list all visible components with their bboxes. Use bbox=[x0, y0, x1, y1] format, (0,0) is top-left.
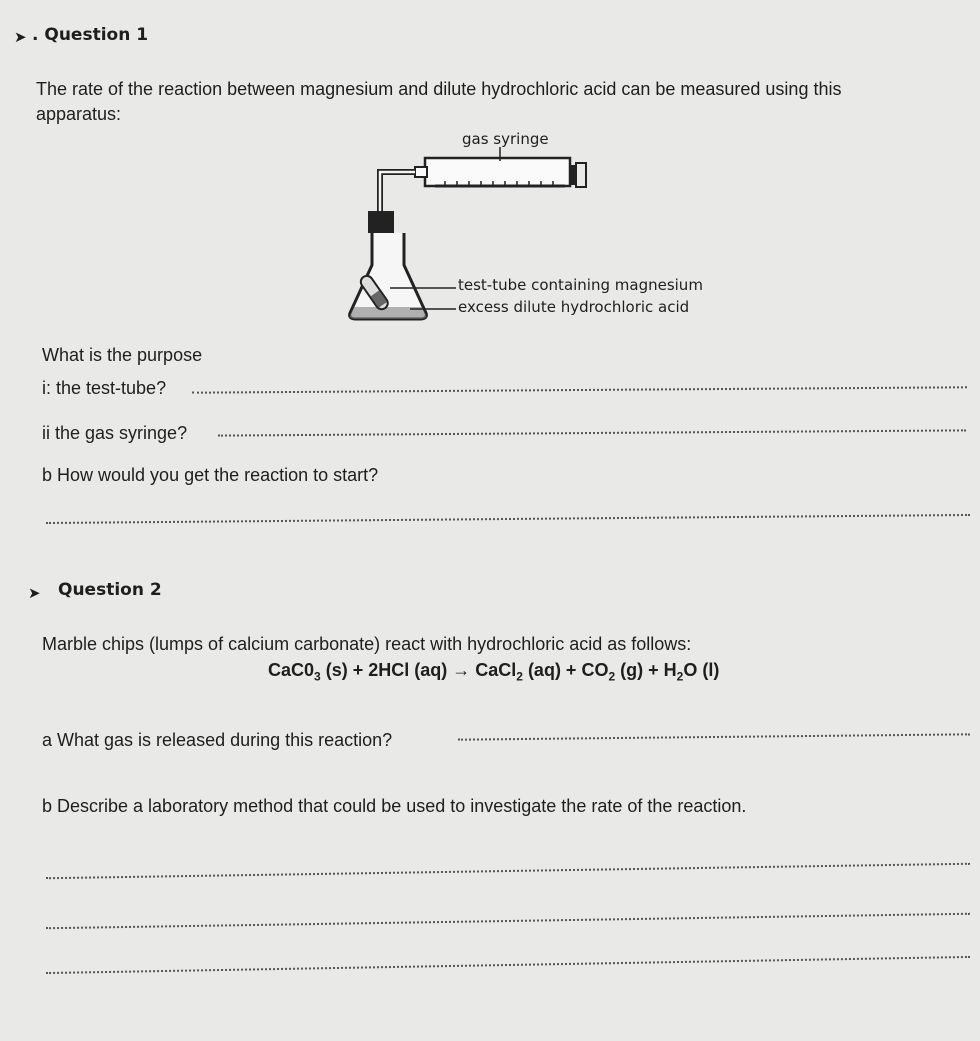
q2-part-b-answer-line-1[interactable] bbox=[46, 863, 970, 880]
equation-sub-2c: 2 bbox=[676, 669, 684, 684]
syringe-handle bbox=[576, 163, 586, 187]
part-i-answer-line[interactable] bbox=[192, 386, 967, 393]
question-1-intro-line1: The rate of the reaction between magnesium and dilute hydrochloric acid can be measured using this bbox=[36, 79, 842, 99]
question-1-title: . Question 1 bbox=[32, 25, 149, 45]
syringe-barrel bbox=[425, 158, 570, 186]
q2-part-a-question: a What gas is released during this reaction? bbox=[42, 730, 393, 750]
equation-part1: (s) + 2HCl (aq) → CaCl bbox=[320, 660, 517, 680]
label-acid: excess dilute hydrochloric acid bbox=[458, 298, 690, 316]
question-1-intro-line2: apparatus: bbox=[36, 104, 122, 124]
part-b-question: b How would you get the reaction to start? bbox=[42, 465, 379, 485]
question-2-intro: Marble chips (lumps of calcium carbonate) react with hydrochloric acid as follows: bbox=[42, 634, 692, 654]
equation-part4: O (l) bbox=[683, 660, 720, 680]
question-2-marker-icon: ➤ bbox=[28, 585, 41, 602]
label-test-tube: test-tube containing magnesium bbox=[458, 276, 703, 294]
q2-part-a-answer-line[interactable] bbox=[458, 733, 970, 740]
part-ii-answer-line[interactable] bbox=[218, 429, 966, 436]
purpose-heading: What is the purpose bbox=[42, 345, 203, 365]
part-b-answer-line[interactable] bbox=[46, 514, 970, 524]
q2-part-b-answer-line-2[interactable] bbox=[46, 913, 970, 930]
delivery-tube bbox=[380, 172, 415, 213]
q2-part-b-question: b Describe a laboratory method that could be used to investigate the rate of the reaction. bbox=[42, 796, 747, 816]
equation-sub-2a: 2 bbox=[516, 669, 523, 684]
equation-part2: (aq) + CO bbox=[522, 660, 609, 680]
part-i-question: i: the test-tube? bbox=[42, 378, 167, 398]
equation-part3: (g) + H bbox=[615, 660, 677, 680]
equation-sub-3: 3 bbox=[314, 669, 321, 684]
question-2-title: Question 2 bbox=[58, 580, 162, 600]
equation-sub-2b: 2 bbox=[608, 669, 616, 684]
label-gas-syringe: gas syringe bbox=[462, 130, 549, 148]
equation-caco: CaC0 bbox=[268, 660, 315, 680]
question-1-marker-icon: ➤ bbox=[14, 29, 27, 46]
flask-bung bbox=[368, 211, 394, 233]
q2-part-b-answer-line-3[interactable] bbox=[46, 956, 970, 974]
syringe-nozzle bbox=[415, 167, 427, 177]
part-ii-question: ii the gas syringe? bbox=[42, 423, 188, 443]
chemical-equation bbox=[268, 660, 719, 684]
